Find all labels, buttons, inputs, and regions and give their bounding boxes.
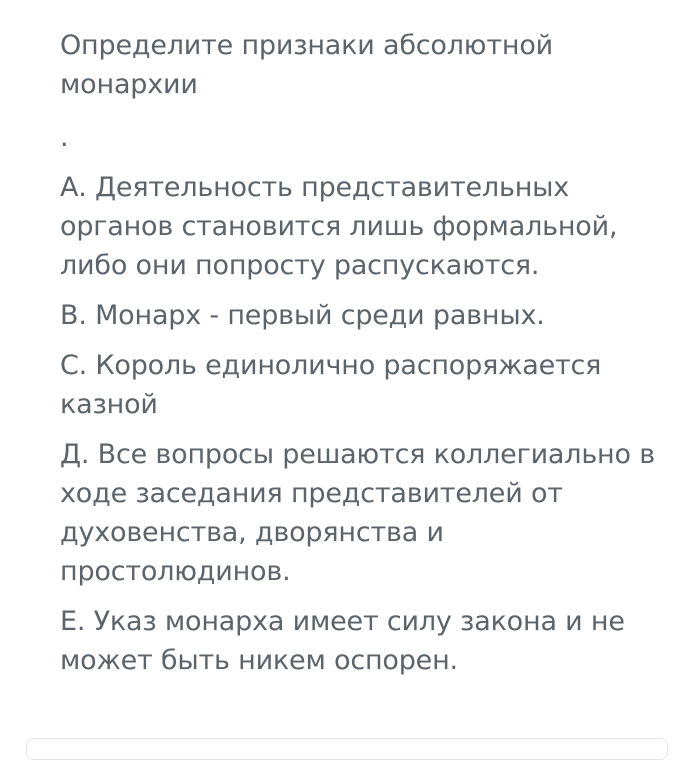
question-title: Определите признаки абсолютной монархии	[60, 30, 553, 100]
answer-option-e: Е. Указ монарха имеет силу закона и не может быть никем оспорен.	[60, 606, 625, 676]
answer-option-a: А. Деятельность представительных органов становится лишь формальной, либо они попросту распускаются.	[60, 172, 618, 281]
question-block	[60, 26, 660, 680]
answer-option-c: С. Король единолично распоряжается казной	[60, 350, 602, 420]
question-dot: .	[60, 122, 69, 153]
answer-option-d: Д. Все вопросы решаются коллегиально в ходе заседания представителей от духовенства, дворянства и простолюдинов.	[60, 439, 655, 587]
next-card-edge	[26, 738, 668, 760]
answer-option-b: В. Монарх - первый среди равных.	[60, 300, 545, 331]
